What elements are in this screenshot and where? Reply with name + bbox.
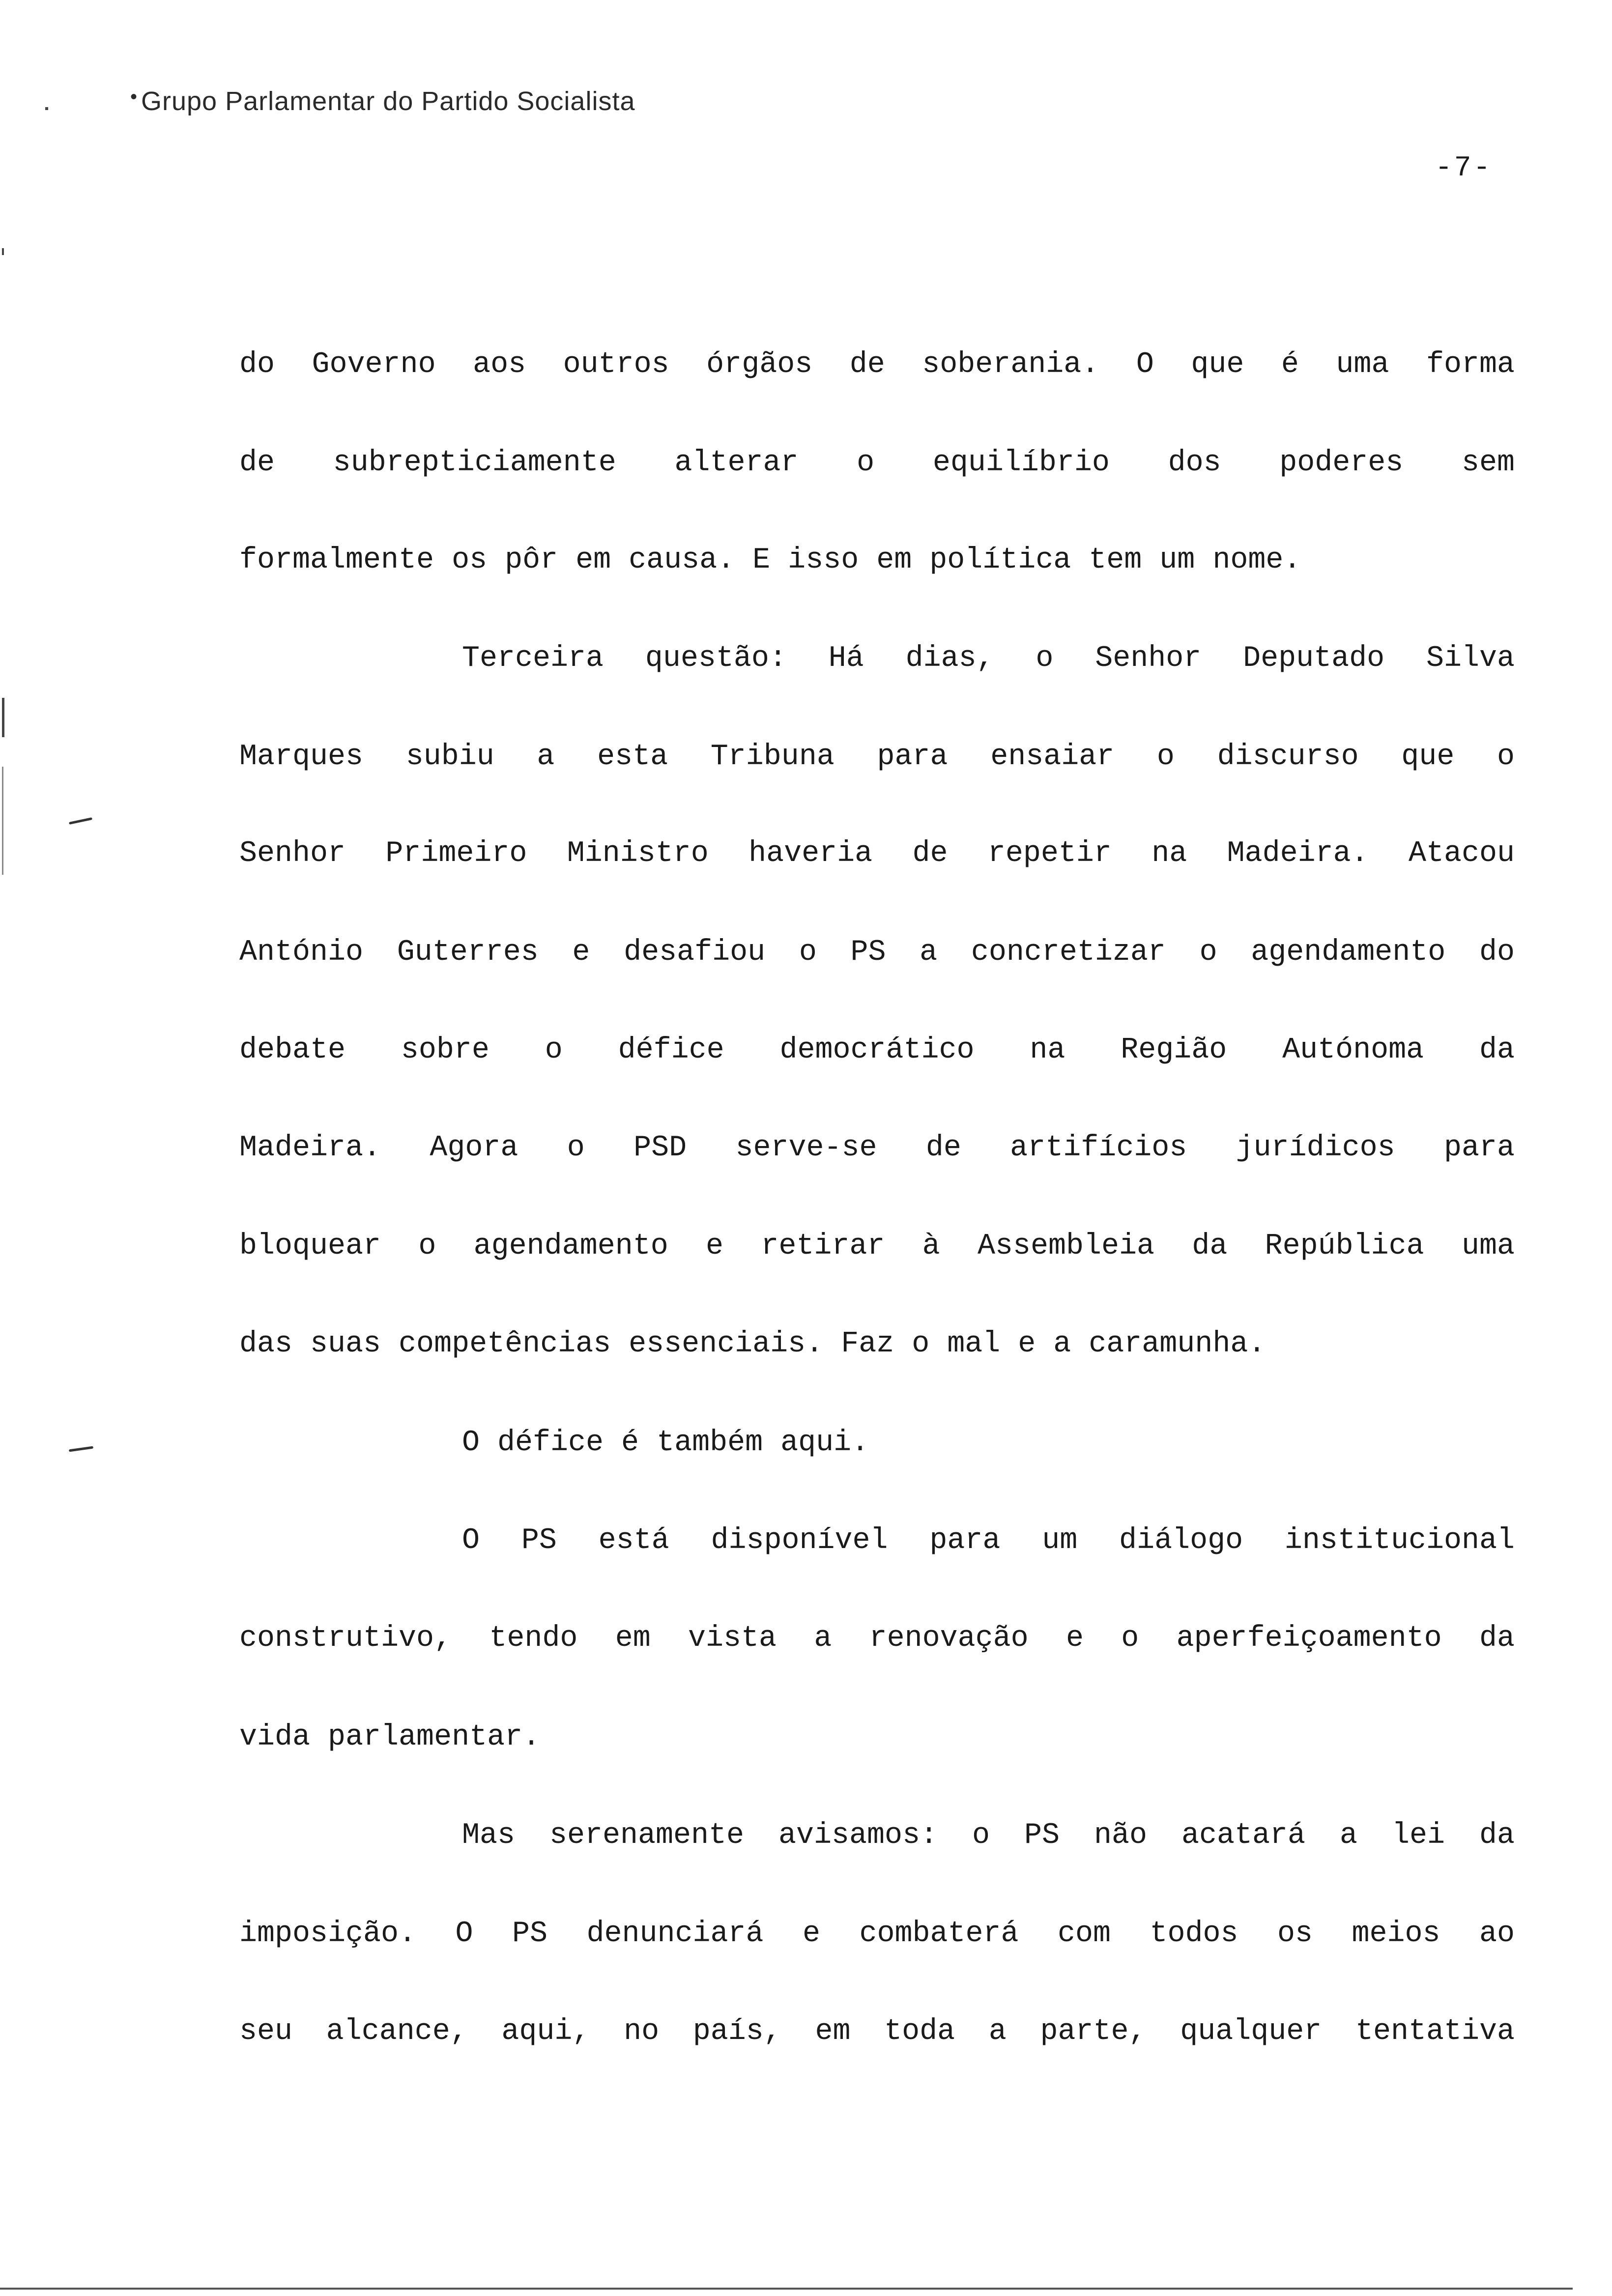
- body-line: Marques subiu a esta Tribuna para ensaiar o discurso que o: [239, 740, 1515, 774]
- margin-dash: [69, 1446, 93, 1452]
- body-line: vida parlamentar.: [239, 1721, 541, 1754]
- page-number: -7-: [1435, 152, 1493, 184]
- body-line: formalmente os pôr em causa. E isso em política tem um nome.: [239, 544, 1301, 577]
- scan-speck: [45, 107, 48, 110]
- body-line: de subrepticiamente alterar o equilíbrio dos poderes sem: [239, 446, 1515, 480]
- body-line: debate sobre o défice democrático na Região Autónoma da: [239, 1033, 1515, 1067]
- body-line: do Governo aos outros órgãos de soberania. O que é uma forma: [239, 348, 1515, 381]
- body-line: construtivo, tendo em vista a renovação e o aperfeiçoamento da: [239, 1622, 1515, 1655]
- organization-name: Grupo Parlamentar do Partido Socialista: [141, 86, 635, 116]
- body-line: seu alcance, aqui, no país, em toda a parte, qualquer tentativa: [239, 2015, 1515, 2048]
- body-line: Mas serenamente avisamos: o PS não acatará a lei da: [462, 1819, 1515, 1852]
- margin-dash: [69, 817, 92, 825]
- margin-binding-mark: [2, 767, 3, 875]
- body-line: das suas competências essenciais. Faz o mal e a caramunha.: [239, 1327, 1266, 1361]
- body-line: imposição. O PS denunciará e combaterá com todos os meios ao: [239, 1917, 1515, 1951]
- body-line: Senhor Primeiro Ministro haveria de repetir na Madeira. Atacou: [239, 837, 1515, 870]
- body-line: bloquear o agendamento e retirar à Assembleia da República uma: [239, 1230, 1515, 1263]
- document-header: [130, 86, 635, 116]
- margin-binding-mark: [2, 698, 4, 737]
- body-line: O défice é também aqui.: [462, 1426, 869, 1460]
- body-line: O PS está disponível para um diálogo institucional: [462, 1524, 1515, 1557]
- scan-speck: [2, 248, 4, 255]
- body-line: Terceira questão: Há dias, o Senhor Deputado Silva: [462, 642, 1515, 675]
- header-bullet: •: [130, 86, 138, 108]
- body-line: Madeira. Agora o PSD serve-se de artifícios jurídicos para: [239, 1131, 1515, 1165]
- bottom-edge-rule: [0, 2288, 1573, 2290]
- body-line: António Guterres e desafiou o PS a concretizar o agendamento do: [239, 936, 1515, 969]
